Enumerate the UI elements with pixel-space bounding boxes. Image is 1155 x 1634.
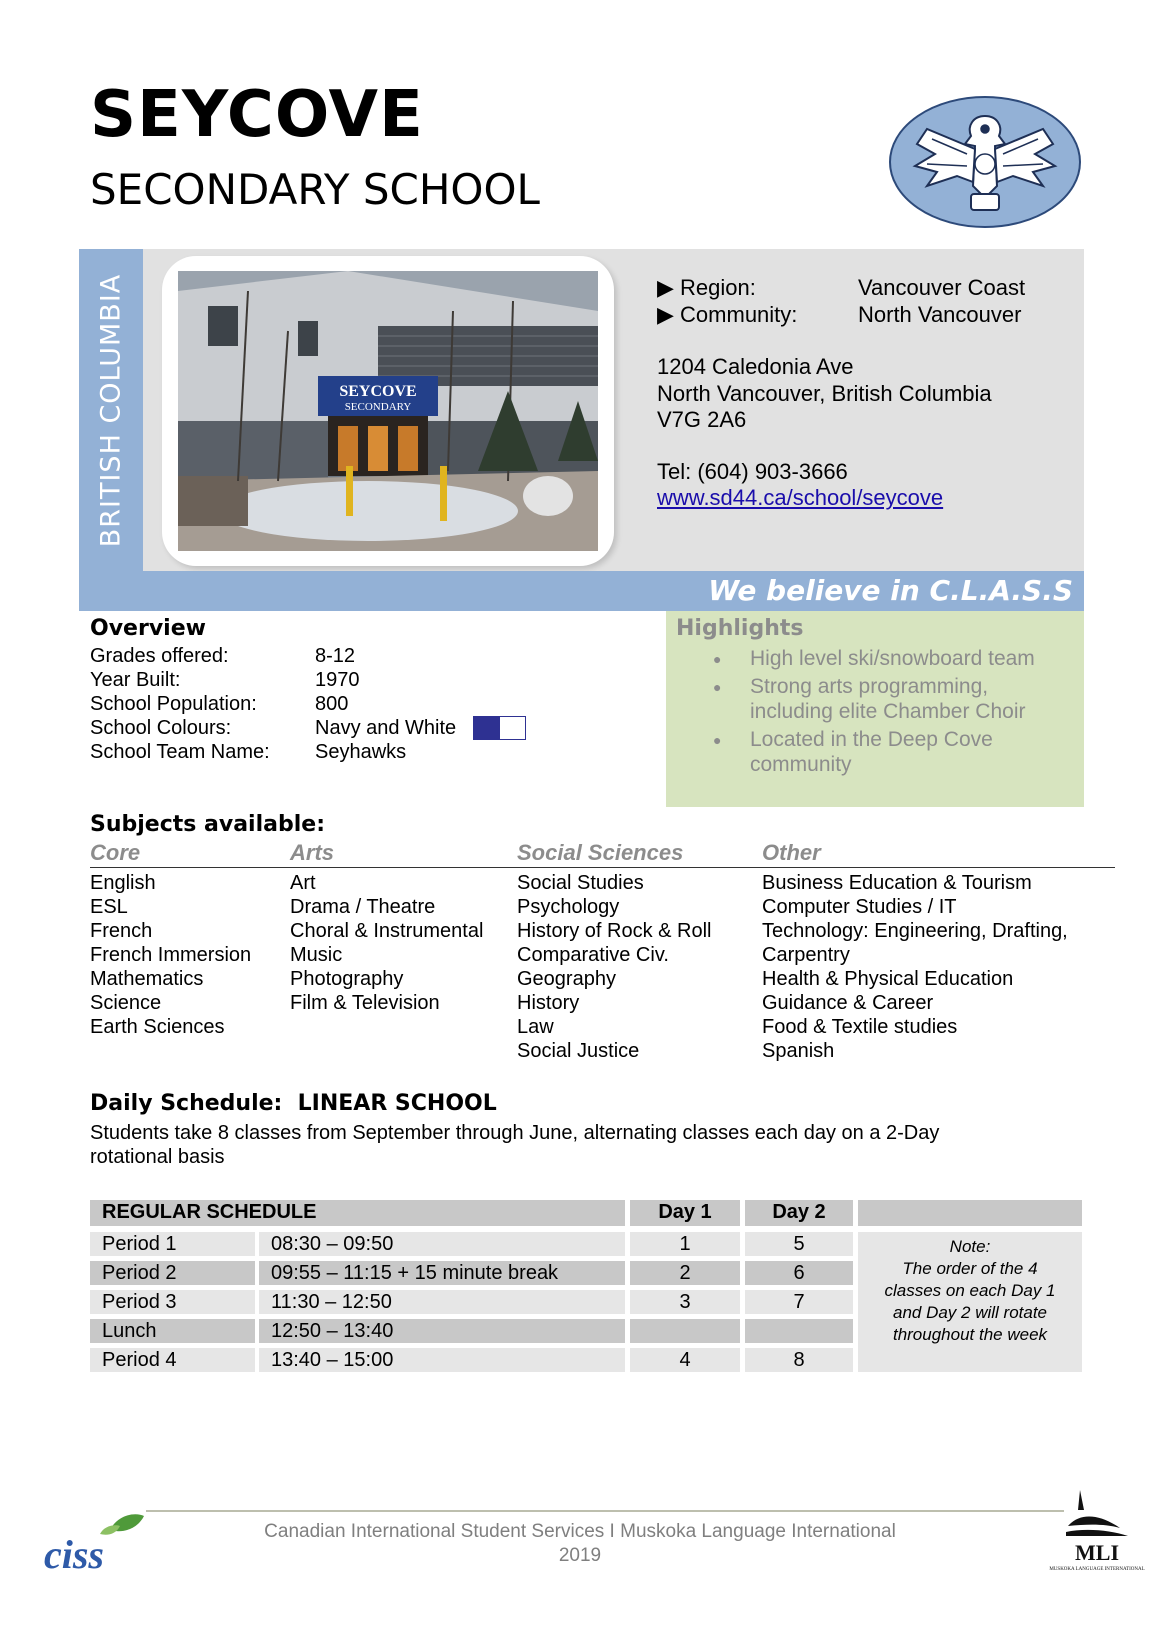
period-cell: Lunch [90, 1319, 255, 1343]
note-line: and Day 2 will rotate [892, 1303, 1048, 1322]
subject-item: French Immersion [90, 944, 252, 966]
day2-cell: 7 [745, 1290, 853, 1314]
time-cell: 13:40 – 15:00 [259, 1348, 625, 1372]
subject-item: Geography [517, 968, 616, 990]
schedule-desc-line2: rotational basis [90, 1146, 225, 1168]
ciss-logo [40, 1508, 150, 1576]
subject-item: Psychology [517, 896, 620, 918]
schedule-note [858, 1236, 1082, 1346]
overview-value-year: 1970 [315, 669, 360, 691]
play-arrow-icon: ▶ [657, 275, 674, 300]
time-cell: 09:55 – 11:15 + 15 minute break [259, 1261, 625, 1285]
note-header-cell [858, 1200, 1082, 1226]
schedule-desc-line1: Students take 8 classes from September through June, alternating classes each day on a 2-Day [90, 1122, 940, 1144]
subject-item: Health & Physical Education [762, 968, 1014, 990]
website-link[interactable]: www.sd44.ca/school/seycove [657, 485, 944, 510]
schedule-table-title: REGULAR SCHEDULE [90, 1200, 625, 1226]
schedule-title-prefix: Daily Schedule: [90, 1091, 283, 1116]
subject-item: History [517, 992, 580, 1014]
subject-item: Business Education & Tourism [762, 872, 1032, 894]
footer-line1: Canadian International Student Services I Muskoka Language International [264, 1521, 896, 1542]
note-line: throughout the week [892, 1325, 1048, 1344]
day1-header: Day 1 [630, 1200, 740, 1226]
region-label: Region: [680, 275, 756, 300]
note-line: classes on each Day 1 [884, 1281, 1056, 1300]
subject-item: Guidance & Career [762, 992, 934, 1014]
day1-cell: 3 [630, 1290, 740, 1314]
subject-list-social [517, 871, 712, 1063]
period-cell: Period 1 [90, 1232, 255, 1256]
highlight-2-line1: Strong arts programming, [750, 675, 989, 698]
subject-item: Mathematics [90, 968, 204, 990]
period-cell: Period 2 [90, 1261, 255, 1285]
ciss-logo-text: ciss [44, 1532, 104, 1577]
highlight-item-3 [750, 727, 1070, 777]
photo-sign-line2: SECONDARY [344, 401, 412, 413]
subjects-title: Subjects available: [90, 812, 325, 837]
highlights-title: Highlights [676, 616, 804, 641]
bullet-icon: ● [713, 651, 722, 667]
period-cell: Period 3 [90, 1290, 255, 1314]
subject-item: Spanish [762, 1040, 835, 1062]
subject-item: Science [90, 992, 162, 1014]
day2-cell: 8 [745, 1348, 853, 1372]
colour-swatch-white [499, 716, 526, 740]
address-line1: 1204 Caledonia Ave [657, 354, 854, 379]
time-cell: 12:50 – 13:40 [259, 1319, 625, 1343]
day2-cell [745, 1319, 853, 1343]
subjects-divider [90, 867, 1115, 868]
subject-item: Music [290, 944, 343, 966]
day2-header: Day 2 [745, 1200, 853, 1226]
subject-heading-other: Other [762, 840, 821, 865]
subject-item: Carpentry [762, 944, 850, 966]
region-row [657, 275, 756, 301]
highlight-3-line2: community [750, 753, 852, 776]
day1-cell: 2 [630, 1261, 740, 1285]
subject-item: Drama / Theatre [290, 896, 436, 918]
telephone: Tel: (604) 903-3666 [657, 459, 848, 484]
time-cell: 11:30 – 12:50 [259, 1290, 625, 1314]
day1-cell: 1 [630, 1232, 740, 1256]
address-line2: North Vancouver, British Columbia [657, 381, 992, 406]
bullet-icon: ● [713, 679, 722, 695]
day2-cell: 5 [745, 1232, 853, 1256]
footer-line2: 2019 [558, 1545, 602, 1566]
period-cell: Period 4 [90, 1348, 255, 1372]
community-row [657, 302, 797, 328]
subject-item: Computer Studies / IT [762, 896, 957, 918]
mli-logo-text: MLI [1075, 1540, 1119, 1565]
subject-item: Photography [290, 968, 404, 990]
province-label: BRITISH COLUMBIA [95, 273, 127, 547]
schedule-title-type: LINEAR SCHOOL [297, 1091, 497, 1116]
school-type: SECONDARY SCHOOL [90, 165, 540, 214]
subject-item: Comparative Civ. [517, 944, 669, 966]
footer-text [200, 1520, 960, 1568]
overview-value-team: Seyhawks [315, 741, 407, 763]
overview-label-team: School Team Name: [90, 741, 270, 763]
school-building-image [178, 271, 598, 551]
colour-swatch-navy [473, 716, 500, 740]
overview-title: Overview [90, 616, 206, 641]
overview-value-grades: 8-12 [315, 645, 356, 667]
address-line3: V7G 2A6 [657, 407, 747, 432]
overview-label-year: Year Built: [90, 669, 181, 691]
subject-item: Food & Textile studies [762, 1016, 958, 1038]
mli-logo-subtext: MUSKOKA LANGUAGE INTERNATIONAL [1049, 1567, 1145, 1572]
photo-sign-line1: SEYCOVE [339, 383, 417, 400]
subject-item: Earth Sciences [90, 1016, 225, 1038]
school-crest-logo [887, 94, 1083, 230]
subject-item: History of Rock & Roll [517, 920, 712, 942]
subject-item: Social Justice [517, 1040, 640, 1062]
community-label: Community: [680, 302, 798, 327]
highlight-3-line1: Located in the Deep Cove [750, 728, 993, 751]
subject-item: English [90, 872, 156, 894]
overview-value-population: 800 [315, 693, 349, 715]
bullet-icon: ● [713, 732, 722, 748]
highlight-2-line2: including elite Chamber Choir [750, 700, 1026, 723]
overview-label-grades: Grades offered: [90, 645, 229, 667]
play-arrow-icon: ▶ [657, 302, 674, 327]
highlight-item-2 [750, 674, 1070, 724]
community-value: North Vancouver [858, 302, 1022, 327]
highlight-1-line1: High level ski/snowboard team [750, 647, 1035, 670]
school-photo [178, 271, 598, 551]
highlight-item-1 [750, 646, 1070, 671]
region-value: Vancouver Coast [858, 275, 1026, 300]
slogan: We believe in C.L.A.S.S [708, 574, 1073, 607]
mli-logo [1049, 1488, 1145, 1578]
province-label-wrap [79, 249, 143, 571]
overview-label-population: School Population: [90, 693, 257, 715]
note-line: Note: [949, 1237, 991, 1256]
overview-label-colours: School Colours: [90, 717, 232, 739]
day2-cell: 6 [745, 1261, 853, 1285]
subject-list-arts [290, 871, 483, 1015]
subject-item: French [90, 920, 153, 942]
subject-list-other [762, 871, 1068, 1063]
school-name: SEYCOVE [90, 78, 424, 152]
subject-item: Art [290, 872, 316, 894]
schedule-heading [90, 1091, 497, 1116]
note-line: The order of the 4 [902, 1259, 1038, 1278]
subject-heading-social: Social Sciences [517, 840, 684, 865]
subject-item: Film & Television [290, 992, 440, 1014]
subject-item: Social Studies [517, 872, 644, 894]
subject-list-core [90, 871, 251, 1039]
subject-item: Law [517, 1016, 554, 1038]
day1-cell: 4 [630, 1348, 740, 1372]
schedule-description [90, 1121, 1090, 1169]
day1-cell [630, 1319, 740, 1343]
overview-value-colours: Navy and White [315, 717, 457, 739]
subject-heading-arts: Arts [290, 840, 335, 865]
footer-rule [146, 1510, 1064, 1512]
subject-item: Technology: Engineering, Drafting, [762, 920, 1068, 942]
time-cell: 08:30 – 09:50 [259, 1232, 625, 1256]
subject-heading-core: Core [90, 840, 141, 865]
subject-item: ESL [90, 896, 128, 918]
subject-item: Choral & Instrumental [290, 920, 484, 942]
